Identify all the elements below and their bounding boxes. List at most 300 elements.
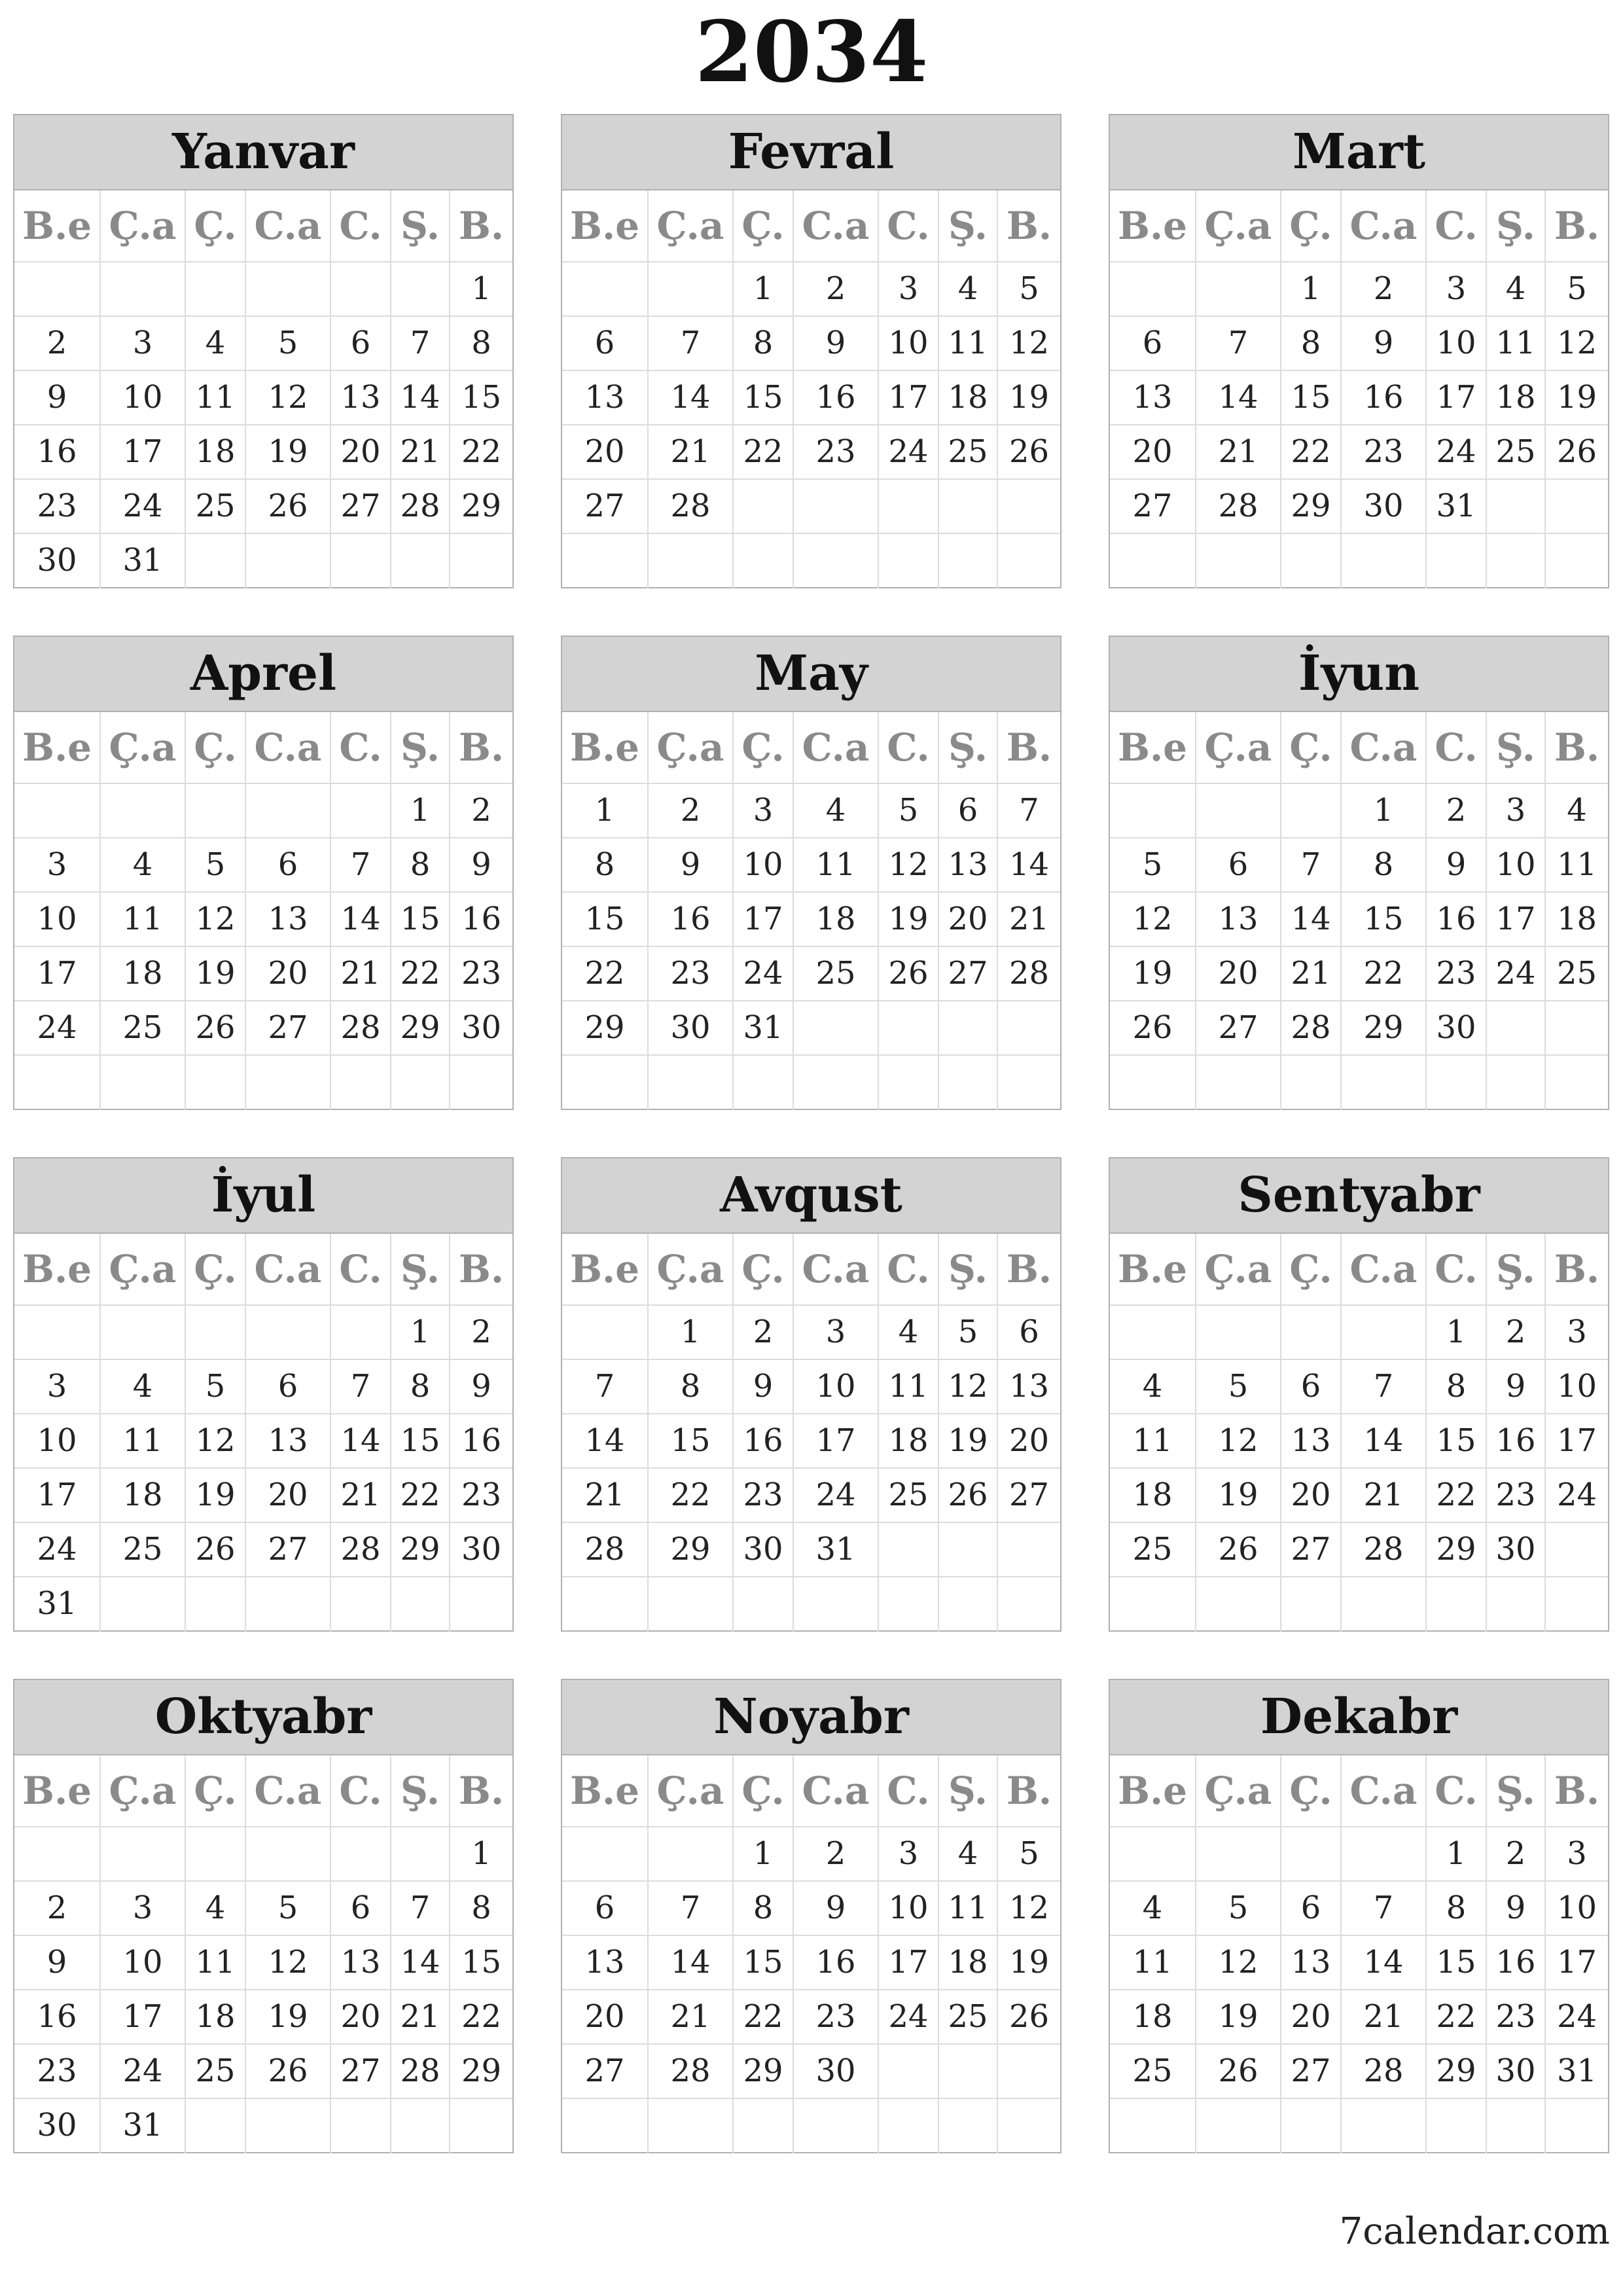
day-cell: 2 (649, 784, 734, 838)
month-name: Avqust (562, 1158, 1060, 1234)
empty-cell (1281, 1306, 1342, 1360)
empty-cell (1281, 784, 1342, 838)
day-cell: 5 (246, 317, 331, 371)
day-cell: 9 (14, 1936, 101, 1990)
weekday-header: B.e (14, 1755, 101, 1827)
day-cell: 12 (939, 1360, 998, 1414)
weekday-header: C.a (246, 190, 331, 262)
day-cell: 11 (1487, 317, 1546, 371)
empty-cell (450, 1577, 512, 1632)
empty-cell (1110, 534, 1196, 588)
empty-cell (734, 480, 794, 534)
day-cell: 9 (1427, 838, 1487, 893)
day-cell: 6 (998, 1306, 1060, 1360)
day-cell: 17 (14, 947, 101, 1001)
empty-cell (1342, 1306, 1427, 1360)
day-cell: 21 (1342, 1469, 1427, 1523)
day-cell: 14 (562, 1414, 649, 1469)
day-cell: 16 (450, 893, 512, 947)
day-cell: 26 (998, 425, 1060, 480)
empty-cell (186, 1056, 246, 1110)
day-cell: 17 (101, 425, 186, 480)
weekday-header: Ç. (186, 712, 246, 784)
day-cell: 13 (246, 1414, 331, 1469)
day-cell: 25 (1110, 1523, 1196, 1577)
day-cell: 17 (14, 1469, 101, 1523)
day-cell: 14 (331, 1414, 391, 1469)
day-cell: 16 (14, 425, 101, 480)
day-cell: 1 (649, 1306, 734, 1360)
day-cell: 27 (331, 2045, 391, 2099)
day-cell: 1 (391, 784, 450, 838)
day-cell: 4 (186, 1882, 246, 1936)
empty-cell (331, 784, 391, 838)
empty-cell (1427, 1056, 1487, 1110)
month-12 (1109, 1679, 1609, 2153)
day-cell: 29 (562, 1001, 649, 1056)
day-cell: 28 (1281, 1001, 1342, 1056)
day-cell: 24 (101, 480, 186, 534)
day-cell: 22 (391, 1469, 450, 1523)
day-cell: 6 (939, 784, 998, 838)
day-cell: 15 (391, 893, 450, 947)
day-cell: 7 (649, 317, 734, 371)
day-cell: 1 (1281, 262, 1342, 317)
day-cell: 1 (450, 262, 512, 317)
empty-cell (331, 2099, 391, 2153)
empty-cell (1196, 784, 1281, 838)
empty-cell (649, 1577, 734, 1632)
empty-cell (879, 1523, 939, 1577)
day-cell: 29 (1427, 2045, 1487, 2099)
day-cell: 11 (1110, 1414, 1196, 1469)
empty-cell (1110, 262, 1196, 317)
day-cell: 18 (1546, 893, 1608, 947)
empty-cell (649, 534, 734, 588)
weekday-header: B. (998, 1234, 1060, 1306)
day-cell: 8 (1427, 1882, 1487, 1936)
day-cell: 14 (391, 1936, 450, 1990)
day-cell: 27 (246, 1001, 331, 1056)
weekday-header: C. (879, 1755, 939, 1827)
empty-cell (1487, 480, 1546, 534)
empty-cell (998, 1523, 1060, 1577)
day-cell: 23 (1342, 425, 1427, 480)
day-cell: 13 (246, 893, 331, 947)
weekday-header: Ç. (734, 712, 794, 784)
day-cell: 22 (734, 425, 794, 480)
day-cell: 1 (1427, 1827, 1487, 1882)
day-cell: 2 (1487, 1306, 1546, 1360)
weekday-header: Ç.a (1196, 712, 1281, 784)
day-cell: 11 (186, 1936, 246, 1990)
day-cell: 16 (794, 371, 879, 425)
day-cell: 7 (391, 1882, 450, 1936)
day-cell: 4 (879, 1306, 939, 1360)
day-grid (1110, 190, 1608, 588)
day-cell: 9 (450, 1360, 512, 1414)
empty-cell (1342, 534, 1427, 588)
day-cell: 3 (1427, 262, 1487, 317)
day-cell: 24 (879, 1990, 939, 2045)
empty-cell (450, 2099, 512, 2153)
day-cell: 30 (14, 534, 101, 588)
day-cell: 4 (1110, 1882, 1196, 1936)
empty-cell (939, 2045, 998, 2099)
empty-cell (1196, 262, 1281, 317)
weekday-header: B. (450, 1234, 512, 1306)
day-cell: 31 (14, 1577, 101, 1632)
day-cell: 10 (879, 317, 939, 371)
empty-cell (186, 1577, 246, 1632)
day-cell: 21 (331, 947, 391, 1001)
empty-cell (794, 480, 879, 534)
empty-cell (562, 2099, 649, 2153)
day-cell: 19 (1110, 947, 1196, 1001)
day-cell: 15 (450, 371, 512, 425)
day-cell: 10 (734, 838, 794, 893)
weekday-header: Ç. (186, 1234, 246, 1306)
month-1 (13, 114, 514, 588)
day-cell: 15 (1427, 1936, 1487, 1990)
day-cell: 26 (246, 2045, 331, 2099)
weekday-header: B. (450, 1755, 512, 1827)
day-cell: 5 (246, 1882, 331, 1936)
day-cell: 22 (450, 1990, 512, 2045)
day-cell: 4 (1487, 262, 1546, 317)
weekday-header: Ç. (734, 190, 794, 262)
day-cell: 19 (998, 371, 1060, 425)
day-cell: 1 (734, 262, 794, 317)
day-cell: 30 (1342, 480, 1427, 534)
day-cell: 11 (1546, 838, 1608, 893)
day-cell: 8 (391, 1360, 450, 1414)
empty-cell (1546, 1056, 1608, 1110)
weekday-header: B.e (1110, 190, 1196, 262)
weekday-header: Ş. (391, 712, 450, 784)
day-cell: 29 (649, 1523, 734, 1577)
empty-cell (1110, 1056, 1196, 1110)
weekday-header: C.a (794, 1234, 879, 1306)
empty-cell (562, 262, 649, 317)
day-cell: 4 (1546, 784, 1608, 838)
day-cell: 28 (649, 480, 734, 534)
empty-cell (1196, 534, 1281, 588)
weekday-header: Ç.a (649, 190, 734, 262)
weekday-header: Ç.a (101, 1755, 186, 1827)
day-cell: 16 (649, 893, 734, 947)
empty-cell (1427, 1577, 1487, 1632)
day-cell: 8 (649, 1360, 734, 1414)
empty-cell (734, 1056, 794, 1110)
weekday-header: B. (1546, 1234, 1608, 1306)
day-cell: 20 (1110, 425, 1196, 480)
month-6 (1109, 636, 1609, 1110)
empty-cell (1196, 1056, 1281, 1110)
empty-cell (331, 534, 391, 588)
day-cell: 18 (101, 1469, 186, 1523)
day-cell: 7 (998, 784, 1060, 838)
empty-cell (1281, 1056, 1342, 1110)
day-cell: 24 (1427, 425, 1487, 480)
day-cell: 23 (450, 947, 512, 1001)
day-cell: 4 (186, 317, 246, 371)
empty-cell (1487, 1056, 1546, 1110)
day-cell: 28 (1342, 2045, 1427, 2099)
empty-cell (734, 2099, 794, 2153)
day-cell: 23 (1487, 1469, 1546, 1523)
weekday-header: C.a (246, 1234, 331, 1306)
day-cell: 11 (939, 317, 998, 371)
empty-cell (391, 1827, 450, 1882)
month-9 (1109, 1157, 1609, 1632)
day-cell: 1 (391, 1306, 450, 1360)
empty-cell (1546, 1577, 1608, 1632)
weekday-header: B.e (1110, 1755, 1196, 1827)
empty-cell (879, 1001, 939, 1056)
empty-cell (998, 2045, 1060, 2099)
day-cell: 9 (450, 838, 512, 893)
day-cell: 14 (1342, 1414, 1427, 1469)
weekday-header: Ç. (1281, 712, 1342, 784)
weekday-header: C.a (794, 712, 879, 784)
month-11 (561, 1679, 1061, 2153)
day-cell: 31 (1546, 2045, 1608, 2099)
weekday-header: Ç.a (101, 190, 186, 262)
weekday-header: Ç. (186, 190, 246, 262)
day-cell: 17 (879, 1936, 939, 1990)
day-cell: 25 (1110, 2045, 1196, 2099)
day-cell: 31 (1427, 480, 1487, 534)
day-cell: 22 (1342, 947, 1427, 1001)
day-cell: 2 (450, 784, 512, 838)
day-cell: 12 (186, 1414, 246, 1469)
page-title: 2034 (694, 3, 929, 101)
month-4 (13, 636, 514, 1110)
day-cell: 29 (450, 480, 512, 534)
day-cell: 27 (331, 480, 391, 534)
day-cell: 15 (562, 893, 649, 947)
weekday-header: C.a (246, 712, 331, 784)
day-cell: 29 (1427, 1523, 1487, 1577)
empty-cell (1342, 1577, 1427, 1632)
day-cell: 15 (450, 1936, 512, 1990)
weekday-header: B.e (1110, 1234, 1196, 1306)
weekday-header: Ş. (939, 1755, 998, 1827)
empty-cell (331, 1306, 391, 1360)
day-cell: 25 (1546, 947, 1608, 1001)
weekday-header: C.a (1342, 712, 1427, 784)
empty-cell (562, 1306, 649, 1360)
weekday-header: C.a (1342, 1234, 1427, 1306)
day-cell: 18 (186, 425, 246, 480)
day-cell: 23 (14, 480, 101, 534)
day-cell: 20 (939, 893, 998, 947)
day-cell: 1 (1427, 1306, 1487, 1360)
empty-cell (101, 1827, 186, 1882)
day-cell: 29 (391, 1523, 450, 1577)
day-cell: 10 (1487, 838, 1546, 893)
day-cell: 20 (331, 425, 391, 480)
month-8 (561, 1157, 1061, 1632)
day-cell: 10 (101, 371, 186, 425)
empty-cell (246, 1827, 331, 1882)
day-cell: 7 (391, 317, 450, 371)
day-cell: 8 (734, 1882, 794, 1936)
weekday-header: C.a (794, 1755, 879, 1827)
day-cell: 29 (1281, 480, 1342, 534)
day-cell: 28 (649, 2045, 734, 2099)
empty-cell (391, 1056, 450, 1110)
day-cell: 22 (1281, 425, 1342, 480)
day-cell: 7 (331, 1360, 391, 1414)
day-cell: 26 (186, 1523, 246, 1577)
empty-cell (879, 2099, 939, 2153)
day-cell: 22 (1427, 1990, 1487, 2045)
day-cell: 11 (186, 371, 246, 425)
weekday-header: Ş. (939, 1234, 998, 1306)
day-cell: 13 (998, 1360, 1060, 1414)
day-cell: 27 (246, 1523, 331, 1577)
day-grid (562, 1234, 1060, 1632)
day-cell: 8 (1281, 317, 1342, 371)
weekday-header: Ş. (1487, 1234, 1546, 1306)
weekday-header: Ç. (186, 1755, 246, 1827)
day-cell: 16 (1342, 371, 1427, 425)
day-cell: 15 (1342, 893, 1427, 947)
day-cell: 17 (101, 1990, 186, 2045)
day-cell: 22 (1427, 1469, 1487, 1523)
month-name: Aprel (14, 637, 512, 712)
day-cell: 24 (734, 947, 794, 1001)
day-grid (562, 712, 1060, 1110)
weekday-header: Ç.a (1196, 1234, 1281, 1306)
empty-cell (1110, 1827, 1196, 1882)
empty-cell (1281, 1827, 1342, 1882)
month-5 (561, 636, 1061, 1110)
empty-cell (998, 1001, 1060, 1056)
day-cell: 30 (734, 1523, 794, 1577)
empty-cell (649, 1827, 734, 1882)
weekday-header: C. (331, 1234, 391, 1306)
weekday-header: C. (879, 190, 939, 262)
weekday-header: Ç. (1281, 1234, 1342, 1306)
weekday-header: C. (331, 712, 391, 784)
day-cell: 14 (649, 1936, 734, 1990)
day-cell: 24 (14, 1523, 101, 1577)
day-cell: 27 (562, 2045, 649, 2099)
empty-cell (1281, 1577, 1342, 1632)
day-cell: 5 (186, 838, 246, 893)
day-cell: 15 (734, 371, 794, 425)
day-cell: 3 (101, 1882, 186, 1936)
day-cell: 5 (1110, 838, 1196, 893)
weekday-header: Ş. (939, 712, 998, 784)
empty-cell (331, 1056, 391, 1110)
day-cell: 27 (998, 1469, 1060, 1523)
day-cell: 13 (331, 1936, 391, 1990)
empty-cell (391, 1577, 450, 1632)
day-cell: 25 (879, 1469, 939, 1523)
day-cell: 16 (14, 1990, 101, 2045)
weekday-header: Ş. (391, 190, 450, 262)
empty-cell (1342, 1056, 1427, 1110)
day-cell: 22 (391, 947, 450, 1001)
weekday-header: C.a (794, 190, 879, 262)
day-cell: 22 (649, 1469, 734, 1523)
day-cell: 8 (1427, 1360, 1487, 1414)
day-cell: 6 (331, 317, 391, 371)
day-cell: 8 (450, 1882, 512, 1936)
weekday-header: C. (1427, 1755, 1487, 1827)
day-cell: 3 (794, 1306, 879, 1360)
day-cell: 15 (1427, 1414, 1487, 1469)
empty-cell (879, 1577, 939, 1632)
empty-cell (331, 262, 391, 317)
weekday-header: B. (450, 712, 512, 784)
empty-cell (186, 2099, 246, 2153)
day-cell: 27 (1196, 1001, 1281, 1056)
day-cell: 17 (879, 371, 939, 425)
day-cell: 17 (1546, 1936, 1608, 1990)
weekday-header: Ç.a (1196, 190, 1281, 262)
empty-cell (14, 784, 101, 838)
weekday-header: C.a (1342, 190, 1427, 262)
empty-cell (246, 1577, 331, 1632)
weekday-header: Ç.a (101, 1234, 186, 1306)
day-cell: 15 (734, 1936, 794, 1990)
day-cell: 3 (879, 1827, 939, 1882)
day-cell: 10 (101, 1936, 186, 1990)
day-cell: 28 (391, 2045, 450, 2099)
weekday-header: B. (998, 190, 1060, 262)
day-cell: 16 (1427, 893, 1487, 947)
month-name: Sentyabr (1110, 1158, 1608, 1234)
weekday-header: Ş. (1487, 1755, 1546, 1827)
empty-cell (1487, 1577, 1546, 1632)
day-cell: 30 (1487, 2045, 1546, 2099)
empty-cell (734, 534, 794, 588)
day-cell: 15 (649, 1414, 734, 1469)
day-cell: 17 (1487, 893, 1546, 947)
day-cell: 3 (879, 262, 939, 317)
empty-cell (1110, 1577, 1196, 1632)
day-cell: 2 (794, 1827, 879, 1882)
day-cell: 28 (1342, 1523, 1427, 1577)
day-cell: 13 (1281, 1936, 1342, 1990)
day-cell: 12 (246, 1936, 331, 1990)
day-cell: 16 (1487, 1936, 1546, 1990)
day-cell: 24 (14, 1001, 101, 1056)
day-cell: 9 (794, 1882, 879, 1936)
day-cell: 19 (1196, 1990, 1281, 2045)
day-cell: 5 (186, 1360, 246, 1414)
day-cell: 11 (879, 1360, 939, 1414)
empty-cell (734, 1577, 794, 1632)
empty-cell (14, 1306, 101, 1360)
day-cell: 22 (562, 947, 649, 1001)
day-cell: 21 (391, 1990, 450, 2045)
day-cell: 19 (1196, 1469, 1281, 1523)
empty-cell (1487, 1001, 1546, 1056)
empty-cell (1110, 1306, 1196, 1360)
weekday-header: B.e (562, 712, 649, 784)
day-cell: 18 (1487, 371, 1546, 425)
day-cell: 5 (998, 1827, 1060, 1882)
day-cell: 19 (246, 1990, 331, 2045)
day-cell: 19 (998, 1936, 1060, 1990)
day-cell: 18 (879, 1414, 939, 1469)
